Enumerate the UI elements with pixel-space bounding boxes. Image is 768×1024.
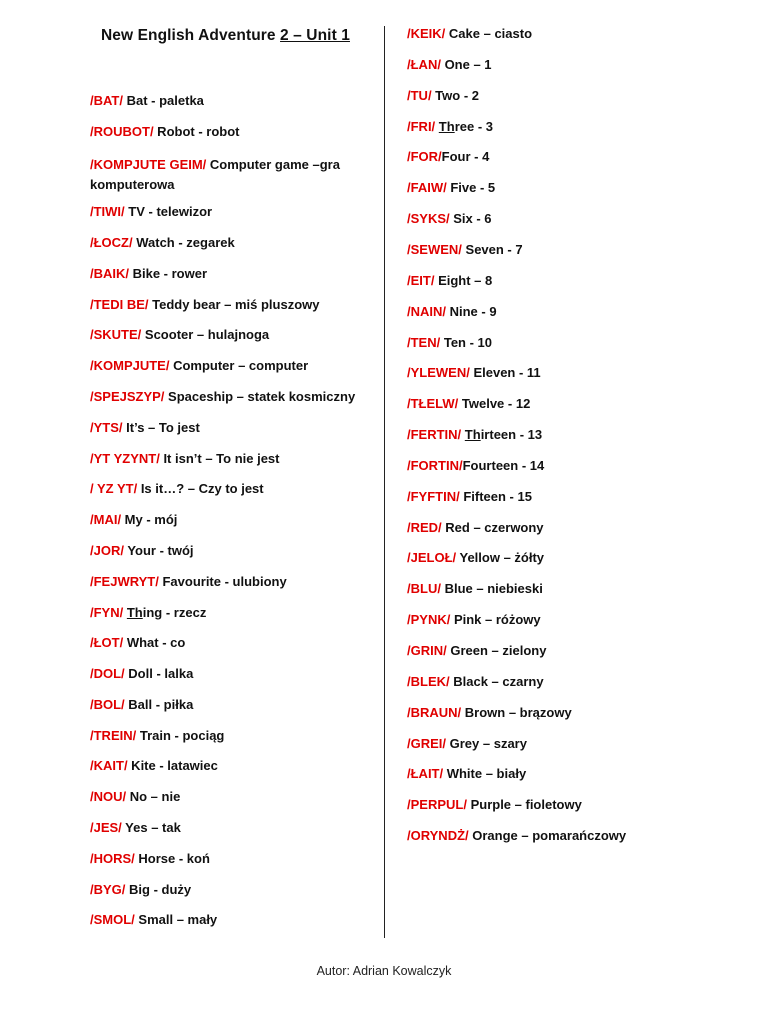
pronunciation: /FERTIN/ <box>407 427 462 442</box>
pronunciation: /SYKS/ <box>407 211 450 226</box>
translation: It’s – To jest <box>122 420 200 435</box>
vocab-entry <box>407 705 572 721</box>
vocab-entry <box>407 149 489 165</box>
vocab-entry <box>90 327 269 343</box>
pronunciation: /NOU/ <box>90 789 127 804</box>
vocab-entry <box>407 458 544 474</box>
translation: Watch - zegarek <box>132 235 235 250</box>
translation: Ten - 10 <box>440 335 493 350</box>
translation: Computer – computer <box>169 358 309 373</box>
translation: irteen - 13 <box>480 427 543 442</box>
pronunciation: /SPEJSZYP/ <box>90 389 165 404</box>
vocab-entry <box>407 304 497 320</box>
pronunciation: /SKUTE/ <box>90 327 142 342</box>
vocab-entry <box>90 204 212 220</box>
translation: One – 1 <box>440 57 492 72</box>
translation: Red – czerwony <box>441 520 544 535</box>
vocab-entry <box>90 358 308 374</box>
vocab-entry <box>90 820 181 836</box>
translation: Eight – 8 <box>434 273 493 288</box>
pronunciation: /BRAUN/ <box>407 705 462 720</box>
vocab-entry <box>90 728 224 744</box>
translation: ing - rzecz <box>142 605 207 620</box>
translation: Six - 6 <box>449 211 492 226</box>
pronunciation: /TREIN/ <box>90 728 137 743</box>
title-main: New English Adventure <box>101 27 281 44</box>
underlined-letters: Th <box>438 119 455 134</box>
underlined-letters: Th <box>464 427 481 442</box>
pronunciation: /JOR/ <box>90 543 124 558</box>
translation: Horse - koń <box>134 851 210 866</box>
vocab-entry <box>90 93 204 109</box>
vocab-entry <box>407 581 543 597</box>
pronunciation: /DOL/ <box>90 666 125 681</box>
vocab-entry <box>90 882 191 898</box>
vocab-entry <box>407 88 479 104</box>
vocab-entry <box>407 489 532 505</box>
translation: Two - 2 <box>431 88 479 103</box>
pronunciation: /BOL/ <box>90 697 125 712</box>
translation: Fifteen - 15 <box>459 489 532 504</box>
pronunciation: /EIT/ <box>407 273 435 288</box>
translation: Spaceship – statek kosmiczny <box>164 389 356 404</box>
vocab-entry <box>90 574 287 590</box>
pronunciation: /ŁAN/ <box>407 57 441 72</box>
vocab-entry <box>407 674 544 690</box>
translation: Big - duży <box>125 882 192 897</box>
vocab-entry <box>90 512 177 528</box>
translation: Black – czarny <box>449 674 544 689</box>
vocab-entry <box>407 736 527 752</box>
title-unit: 2 – Unit 1 <box>280 27 350 44</box>
translation: Yellow – żółty <box>456 550 545 565</box>
vocab-entry <box>90 543 194 559</box>
pronunciation: /SMOL/ <box>90 912 135 927</box>
pronunciation: /YLEWEN/ <box>407 365 470 380</box>
translation: Scooter – hulajnoga <box>141 327 270 342</box>
author-footer: Autor: Adrian Kowalczyk <box>316 964 452 978</box>
vocab-entry <box>407 211 492 227</box>
pronunciation: /BYG/ <box>90 882 126 897</box>
pronunciation: /HORS/ <box>90 851 135 866</box>
pronunciation: /FYN/ <box>90 605 124 620</box>
translation: Grey – szary <box>446 736 527 751</box>
vocab-entry <box>407 797 582 813</box>
pronunciation: /ORYNDŻ/ <box>407 828 469 843</box>
column-divider <box>384 26 385 938</box>
translation: Robot - robot <box>153 124 240 139</box>
pronunciation: /FAIW/ <box>407 180 447 195</box>
vocab-entry <box>90 420 200 436</box>
translation: Yes – tak <box>121 820 181 835</box>
vocab-entry <box>90 605 206 621</box>
translation: Four - 4 <box>441 149 490 164</box>
pronunciation: /SEWEN/ <box>407 242 462 257</box>
vocab-entry <box>407 396 530 412</box>
vocab-entry <box>407 643 546 659</box>
translation: Brown – brązowy <box>461 705 572 720</box>
translation: Pink – różowy <box>450 612 541 627</box>
translation: Bat - paletka <box>122 93 204 108</box>
translation: My - mój <box>121 512 178 527</box>
pronunciation: /FYFTIN/ <box>407 489 460 504</box>
pronunciation: /FRI/ <box>407 119 436 134</box>
translation: White – biały <box>443 766 527 781</box>
pronunciation: /PERPUL/ <box>407 797 467 812</box>
pronunciation: /PYNK/ <box>407 612 451 627</box>
vocab-entry <box>407 57 492 73</box>
translation: Blue – niebieski <box>440 581 543 596</box>
translation: Bike - rower <box>129 266 208 281</box>
translation: Cake – ciasto <box>445 26 533 41</box>
translation: Twelve - 12 <box>458 396 531 411</box>
pronunciation: /BAIK/ <box>90 266 129 281</box>
pronunciation: /KOMPJUTE GEIM/ <box>90 157 207 172</box>
underlined-letters: Th <box>126 605 143 620</box>
pronunciation: /BLU/ <box>407 581 441 596</box>
translation: Train - pociąg <box>136 728 225 743</box>
pronunciation: /FOR/ <box>407 149 442 164</box>
vocab-entry <box>407 180 495 196</box>
vocab-entry <box>407 520 544 536</box>
vocab-entry <box>407 427 542 443</box>
translation: Kite - latawiec <box>127 758 218 773</box>
translation: Five - 5 <box>446 180 496 195</box>
pronunciation: /BLEK/ <box>407 674 450 689</box>
translation: ree - 3 <box>454 119 493 134</box>
pronunciation: /KEIK/ <box>407 26 446 41</box>
vocab-entry <box>407 26 532 42</box>
vocab-entry <box>407 273 492 289</box>
vocab-entry <box>90 912 217 928</box>
translation: Is it…? – Czy to jest <box>137 481 264 496</box>
translation: Purple – fioletowy <box>466 797 582 812</box>
vocab-entry <box>407 550 544 566</box>
pronunciation: /MAI/ <box>90 512 122 527</box>
vocab-entry <box>407 242 523 258</box>
translation: Seven - 7 <box>461 242 523 257</box>
translation: Doll - lalka <box>124 666 194 681</box>
pronunciation: /NAIN/ <box>407 304 446 319</box>
pronunciation: /ŁOCZ/ <box>90 235 133 250</box>
pronunciation: /TŁELW/ <box>407 396 459 411</box>
translation: Teddy bear – miś pluszowy <box>148 297 320 312</box>
pronunciation: /FORTIN/ <box>407 458 463 473</box>
vocab-entry <box>407 119 493 135</box>
vocab-entry <box>407 365 541 381</box>
pronunciation: /JELOŁ/ <box>407 550 457 565</box>
pronunciation: /ROUBOT/ <box>90 124 154 139</box>
pronunciation: /GREI/ <box>407 736 447 751</box>
translation: Green – zielony <box>446 643 547 658</box>
vocab-entry <box>90 389 355 405</box>
vocab-entry <box>90 635 185 651</box>
translation: Nine - 9 <box>446 304 497 319</box>
vocab-entry <box>90 124 239 140</box>
vocab-entry <box>90 155 342 195</box>
translation: What - co <box>123 635 186 650</box>
translation: Orange – pomarańczowy <box>468 828 627 843</box>
translation: No – nie <box>126 789 181 804</box>
translation: Computer game –gra komputerowa <box>90 157 340 192</box>
vocab-entry <box>90 297 320 313</box>
translation: Ball - piłka <box>124 697 194 712</box>
translation: It isn’t – To nie jest <box>159 451 280 466</box>
translation: Your - twój <box>123 543 194 558</box>
pronunciation: /YTS/ <box>90 420 123 435</box>
vocab-entry <box>407 612 541 628</box>
pronunciation: / YZ YT/ <box>90 481 138 496</box>
pronunciation: /TU/ <box>407 88 432 103</box>
translation: Favourite - ulubiony <box>158 574 287 589</box>
translation: TV - telewizor <box>124 204 213 219</box>
translation: Fourteen - 14 <box>462 458 545 473</box>
vocab-entry <box>407 766 526 782</box>
pronunciation: /RED/ <box>407 520 442 535</box>
pronunciation: /TEN/ <box>407 335 441 350</box>
pronunciation: /KOMPJUTE/ <box>90 358 170 373</box>
pronunciation: /TEDI BE/ <box>90 297 149 312</box>
vocab-entry <box>90 235 235 251</box>
pronunciation: /ŁOT/ <box>90 635 124 650</box>
vocab-entry <box>90 451 280 467</box>
vocab-entry <box>407 335 492 351</box>
pronunciation: /TIWI/ <box>90 204 125 219</box>
vocab-entry <box>90 758 218 774</box>
pronunciation: /YT YZYNT/ <box>90 451 160 466</box>
vocab-entry <box>90 697 193 713</box>
vocab-entry <box>90 851 210 867</box>
vocab-entry <box>90 789 180 805</box>
vocab-entry <box>90 666 193 682</box>
pronunciation: /KAIT/ <box>90 758 128 773</box>
pronunciation: /BAT/ <box>90 93 123 108</box>
pronunciation: /JES/ <box>90 820 122 835</box>
pronunciation: /FEJWRYT/ <box>90 574 159 589</box>
pronunciation: /ŁAIT/ <box>407 766 444 781</box>
vocab-entry <box>90 481 264 497</box>
translation: Eleven - 11 <box>469 365 541 380</box>
vocab-entry <box>90 266 207 282</box>
translation: Small – mały <box>134 912 218 927</box>
page-title <box>101 27 350 45</box>
pronunciation: /GRIN/ <box>407 643 447 658</box>
vocab-entry <box>407 828 626 844</box>
